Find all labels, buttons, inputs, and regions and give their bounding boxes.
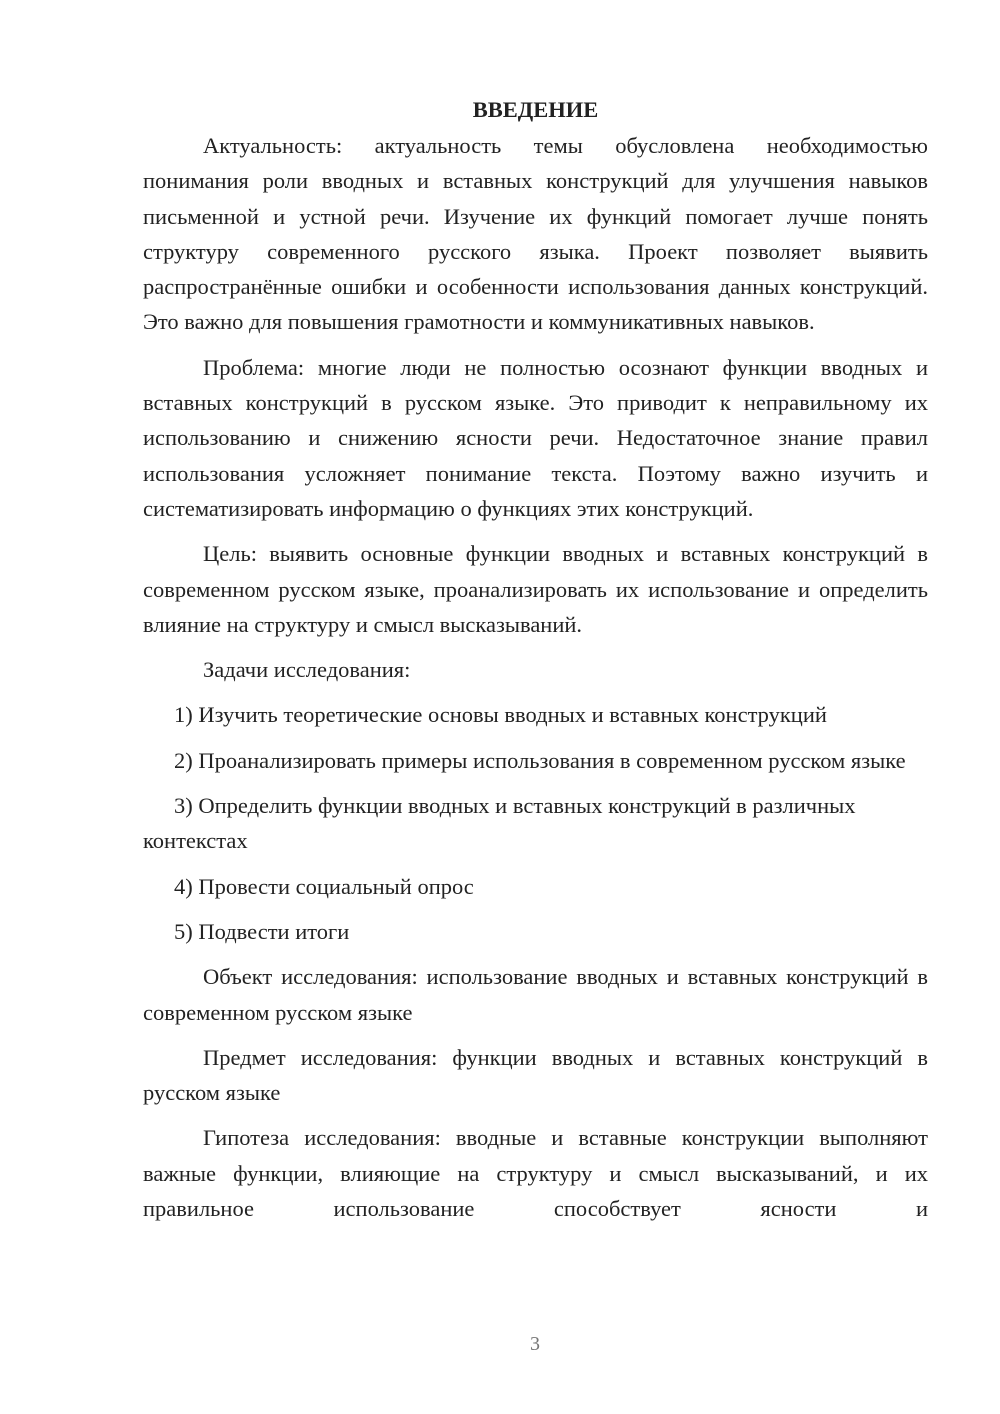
page-content <box>143 92 928 1236</box>
object-paragraph: Объект исследования: использование вводных и вставных конструкций в современном русском языке <box>143 964 928 1025</box>
task-item-5: 5) Подвести итоги <box>174 918 350 944</box>
page-number: 3 <box>530 1333 540 1355</box>
task-item-4: 4) Провести социальный опрос <box>174 873 474 899</box>
task-item-1: 1) Изучить теоретические основы вводных и вставных конструкций <box>174 702 827 728</box>
task-item-3: 3) Определить функции вводных и вставных конструкций в различных контекстах <box>143 793 856 854</box>
section-heading: ВВЕДЕНИЕ <box>472 97 599 122</box>
tasks-title: Задачи исследования: <box>203 657 411 683</box>
task-item-2: 2) Проанализировать примеры использования в современном русском языке <box>174 747 906 773</box>
problem-paragraph: Проблема: многие люди не полностью осознают функции вводных и вставных конструкций в русском языке. Это приводит к неправильному их использованию и снижению ясности речи. Недостаточное знание правил использования усложняет понимание текста. Поэтому важно изучить и систематизировать информацию о функциях этих конструкций. <box>143 354 928 521</box>
subject-paragraph: Предмет исследования: функции вводных и вставных конструкций в русском языке <box>143 1044 928 1106</box>
relevance-paragraph: Актуальность: актуальность темы обусловлена необходимостью понимания роли вводных и вставных конструкций для улучшения навыков письменной и устной речи. Изучение их функций помогает лучше понять структуру современного русского языка. Проект позволяет выявить распространённые ошибки и особенности использования данных конструкций. Это важно для повышения грамотности и коммуникативных навыков. <box>143 133 928 335</box>
goal-paragraph: Цель: выявить основные функции вводных и вставных конструкций в современном русском языке, проанализировать их использование и определить влияние на структуру и смысл высказываний. <box>143 541 928 637</box>
hypothesis-paragraph: Гипотеза исследования: вводные и вставные конструкции выполняют важные функции, влияющие на структуру и смысл высказываний, и их правильное использование способствует ясности и <box>143 1125 928 1222</box>
